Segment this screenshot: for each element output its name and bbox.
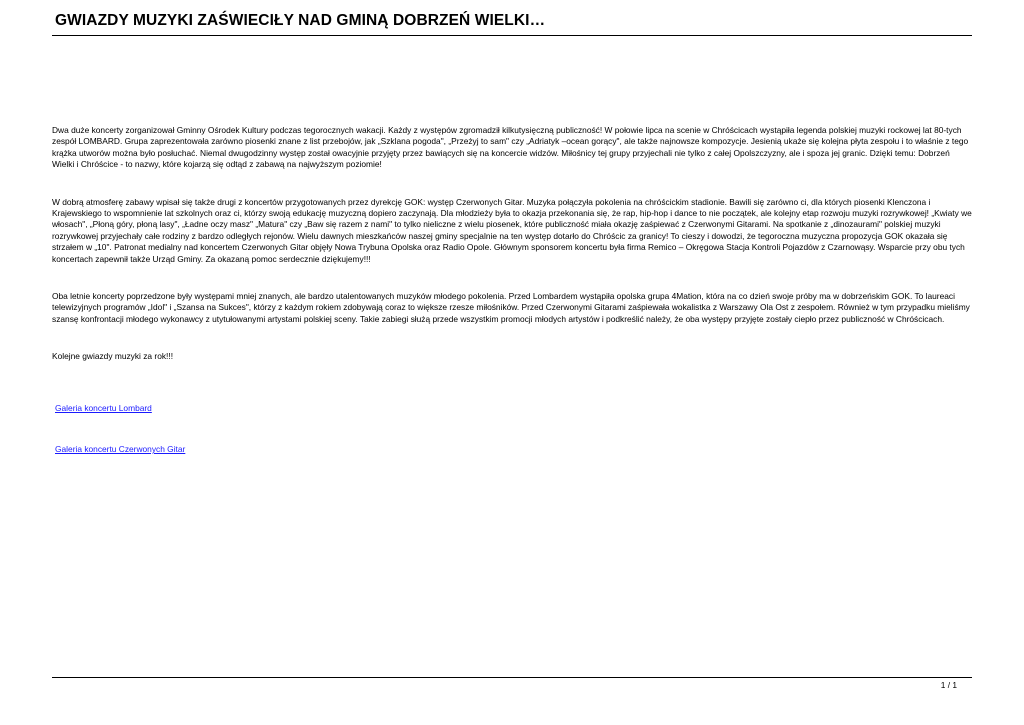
page-title: GWIAZDY MUZYKI ZAŚWIECIŁY NAD GMINĄ DOBRZEŃ WIELKI… bbox=[55, 12, 546, 29]
article-paragraph: W dobrą atmosferę zabawy wpisał się także drugi z koncertów przygotowanych przez dyrekcję GOK: występ Czerwonych Gitar. Muzyka połączyła pokolenia na chróścickim stadionie. Bawili się zarówno ci, dla których piosenki Klenczona i Krajewskiego to wspomnienie lat szkolnych oraz ci, którzy swoją edukację muzyczną dopiero zaczynają. Dla młodzieży była to okazja przekonania się, że rap, hip-hop i dance to nie początek, ale kolejny etap rozwoju muzyki rozrywkowej! „Kwiaty we włosach", „Płoną góry, płoną lasy", „Ładne oczy masz" „Matura" czy „Baw się razem z nami" to tylko nieliczne z wielu piosenek, które publiczność miała okazję zaśpiewać z Czerwonymi Gitarami. Na spotkanie z „dinozaurami" polskiej muzyki rozrywkowej przyjechały całe rodziny z bardzo odległych rejonów. Wielu dawnych mieszkańców naszej gminy specjalnie na ten występ dotarło do Chróścic za granicy! To cieszy i dowodzi, że tegoroczna muzyczna propozycja GOK okazała się strzałem w „10". Patronat medialny nad koncertem Czerwonych Gitar objęły Nowa Trybuna Opolska oraz Radio Opole. Głównym sponsorem koncertu była firma Remico – Okręgowa Stacja Kontroli Pojazdów z Czarnowąsy. Wsparcie przy obu tych koncertach zapewnił także Urząd Gminy. Za okazaną pomoc serdecznie dziękujemy!!! bbox=[52, 196, 972, 264]
article-paragraph: Kolejne gwiazdy muzyki za rok!!! bbox=[52, 351, 174, 362]
article-paragraph: Oba letnie koncerty poprzedzone były występami mniej znanych, ale bardzo utalentowanych muzyków młodego pokolenia. Przed Lombardem wystąpiła opolska grupa 4Mation, która na co dzień swoje próby ma w dobrzeńskim GOK. To laureaci telewizyjnych programów „Idol" i „Szansa na Sukces", którzy z każdym rokiem zdobywają coraz to większe rzesze miłośników. Przed Czerwonymi Gitarami zaśpiewała wokalistka z Warszawy Ola Ost z zespołem. Również w tym przypadku mieliśmy szansę konfrontacji młodego wykonawcy z utytułowanymi artystami polskiej sceny. Takie zabiegi służą przede wszystkim promocji młodych artystów i podkreślić należy, że oba występy przyjęte zostały ciepło przez publiczność w Chróścicach. bbox=[52, 291, 970, 324]
article-content bbox=[52, 125, 972, 456]
gallery-link-czerwone-gitary[interactable]: Galeria koncertu Czerwonych Gitar bbox=[55, 444, 186, 455]
article-paragraph: Dwa duże koncerty zorganizował Gminny Ośrodek Kultury podczas tegorocznych wakacji. Każdy z występów zgromadził kilkutysięczną publiczność! W połowie lipca na scenie w Chróścicach wystąpiła legenda polskiej muzyki rockowej lat 80-tych zespół LOMBARD. Grupa zaprezentowała zarówno piosenki znane z list przebojów, jak „Szklana pogoda", „Przeżyj to sam" czy „Adriatyk –ocean gorący", ale także najnowsze kompozycje. Jesienią ukaże się kolejna płyta zespołu i to właśnie z tego krążka utworów można było posłuchać. Niemal dwugodzinny występ został owacyjnie przyjęty przez bawiących się na koncercie widzów. Miłośnicy tej grupy przyjechali nie tylko z całej Opolszczyzny, ale i spoza jej granic. Dzięki temu: Dobrzeń Wielki i Chróścice - to nazwy, które kojarzą się odtąd z zabawą na najwyższym poziomie! bbox=[52, 125, 969, 170]
footer-divider bbox=[52, 677, 972, 678]
header-divider bbox=[52, 35, 972, 36]
gallery-link-lombard[interactable]: Galeria koncertu Lombard bbox=[55, 402, 152, 413]
page-number: 1 / 1 bbox=[940, 680, 957, 690]
